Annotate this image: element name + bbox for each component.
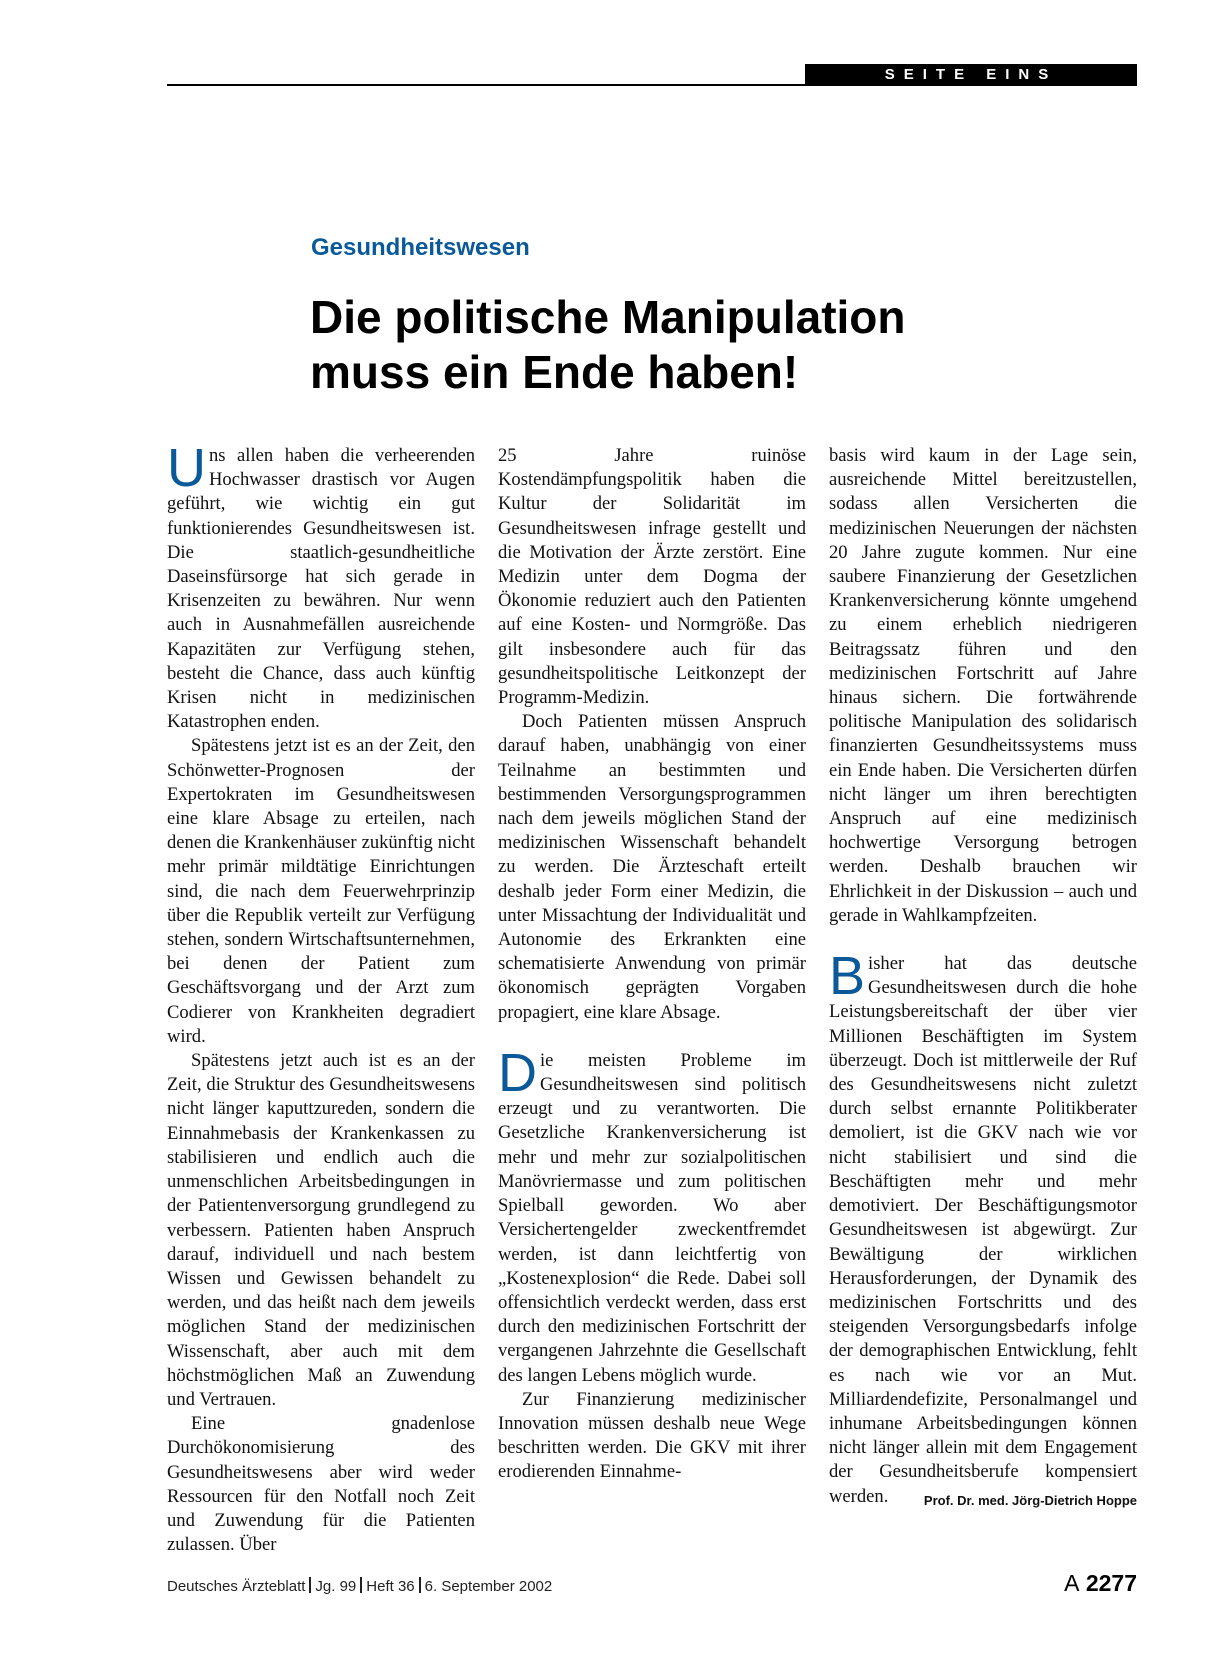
paragraph: basis wird kaum in der Lage sein, ausreichende Mittel bereitzustellen, sodass allen Versicherten die medizinischen Neuerungen der nächsten 20 Jahre zugute kommen. Nur eine saubere Finanzierung der Gesetzlichen Krankenversicherung könnte umgehend zu einem erheblich niedrigeren Beitragssatz führen und den medizinischen Fortschritt auf Jahre hinaus sichern. Die fortwährende politische Manipulation des solidarisch finanzierten Gesundheitssystems muss ein Ende haben. Die Versicherten dürfen nicht länger um ihren berechtigten Anspruch auf eine medizinisch hochwertige Versorgung betrogen werden. Deshalb brauchen wir Ehrlichkeit in der Diskussion – auch und gerade in Wahlkampfzeiten.: [829, 445, 1137, 926]
paragraph: Spätestens jetzt ist es an der Zeit, den Schönwetter-Prognosen der Expertokraten im Gesundheitswesen eine klare Absage zu erteilen, nach denen die Krankenhäuser zukünftig nicht mehr primär mildtätige Einrichtungen sind, die nach dem Feuerwehrprinzip über die Republik verteilt zur Verfügung stehen, sondern Wirtschaftsunternehmen, bei denen der Patient zum Geschäftsvorgang und der Arzt zum Codierer von Krankheiten degradiert wird.: [167, 735, 475, 1047]
footer-citation: [167, 1577, 552, 1595]
divider: [360, 1577, 362, 1593]
paragraph: Eine gnadenlose Durchökonomisierung des Gesundheitswesens aber wird weder Ressourcen für den Notfall noch Zeit und Zuwendung für die Patienten zulassen. Über: [167, 1413, 475, 1556]
journal-name: Deutsches Ärzteblatt: [167, 1578, 306, 1595]
page-prefix: A: [1064, 1570, 1080, 1596]
divider: [419, 1577, 421, 1593]
paragraph: Zur Finanzierung medizinischer Innovation müssen deshalb neue Wege beschritten werden. Die GKV mit ihrer erodierenden Einnahme-: [498, 1388, 806, 1483]
author-signature: Prof. Dr. med. Jörg-Dietrich Hoppe: [923, 1492, 1137, 1508]
drop-cap: U: [167, 438, 206, 498]
volume: Jg. 99: [315, 1578, 357, 1595]
date: 6. September 2002: [424, 1578, 553, 1595]
paragraph: [167, 438, 475, 734]
paragraph: Doch Patienten müssen Anspruch darauf haben, unabhängig von einer Teilnahme an bestimmten und bestimmenden Versorgungsprogrammen nach dem jeweils möglichen Stand der medizinischen Wissenschaft behandelt zu werden. Die Ärzteschaft erteilt deshalb jeder Form einer Medizin, die unter Missachtung der Individualität und Autonomie des Erkrankten eine schematisierte Anwendung von primär ökonomisch geprägten Vorgaben propagiert, eine klare Absage.: [498, 711, 806, 1023]
issue: Heft 36: [366, 1578, 415, 1595]
text-column-3: [829, 444, 1137, 1513]
drop-cap: D: [498, 1042, 537, 1103]
divider: [309, 1577, 311, 1593]
article-kicker: Gesundheitswesen: [311, 234, 530, 261]
drop-cap: B: [829, 946, 866, 1007]
paragraph: [829, 946, 1137, 1509]
text-column-2: [498, 444, 806, 1485]
headline-line-2: muss ein Ende haben!: [310, 346, 799, 398]
paragraph: [498, 1042, 806, 1388]
article-headline: [310, 290, 1070, 400]
text-column-1: [167, 438, 475, 1557]
page-number-value: 2277: [1085, 1570, 1137, 1596]
paragraph-text: ie meisten Probleme im Gesundheitswesen sind politisch erzeugt und zu verantworten. Die Gesetzliche Krankenversicherung ist mehr und mehr zur sozialpolitischen Manövriermasse und zum politischen Spielball geworden. Wo aber Versichertengelder zweckentfremdet werden, ist dann leichtfertig von „Kostenexplosion“ die Rede. Dabei soll offensichtlich verdeckt werden, dass erst durch den medizinischen Fortschritt der vergangenen Jahrzehnte die Gesellschaft des langen Lebens möglich wurde.: [498, 1049, 806, 1386]
paragraph: Spätestens jetzt auch ist es an der Zeit, die Struktur des Gesundheitswesens nicht länger kaputtzureden, sondern die Einnahmebasis der Krankenkassen zu stabilisieren und endlich auch die unmenschlichen Arbeitsbedingungen in der Patientenversorgung grundlegend zu verbessern. Patienten haben Anspruch darauf, individuell und nach bestem Wissen und Gewissen behandelt zu werden, und das heißt nach dem jeweils möglichen Stand der medizinischen Wissenschaft, aber auch mit dem höchstmöglichen Maß an Zuwendung und Vertrauen.: [167, 1050, 475, 1410]
paragraph-text: ns allen haben die verheerenden Hochwasser drastisch vor Augen geführt, wie wichtig ein gut funktionierendes Gesundheitswesen ist. Die staatlich-gesundheitliche Daseinsfürsorge hat sich gerade in Krisenzeiten zu bewähren. Nur wenn auch in Ausnahmefällen ausreichende Kapazitäten zur Verfügung stehen, besteht die Chance, dass auch künftig Krisen nicht in medizinischen Katastrophen enden.: [167, 445, 475, 733]
paragraph-text: isher hat das deutsche Gesundheitswesen durch die hohe Leistungsbereitschaft der über vier Millionen Beschäftigten im System überzeugt. Doch ist mittlerweile der Ruf des Gesundheitswesens nicht zuletzt durch selbst ernannte Politikberater demoliert, ist die GKV nach wie vor nicht stabilisiert und sind die Beschäftigten mehr und mehr demotiviert. Der Beschäftigungsmotor Gesundheitswesen ist abgewürgt. Zur Bewältigung der wirklichen Herausforderungen, der Dynamik des medizinischen Fortschritts und des steigenden Versorgungsbedarfs infolge der demographischen Entwicklung, fehlt es nach wie vor an Mut. Milliardendefizite, Personalmangel und inhumane Arbeitsbedingungen können nicht länger allein mit dem Engagement der Gesundheitsberufe kompensiert werden.: [829, 953, 1137, 1507]
paragraph: 25 Jahre ruinöse Kostendämpfungspolitik haben die Kultur der Solidarität im Gesundheitswesen infrage gestellt und die Motivation der Ärzte zerstört. Eine Medizin unter dem Dogma der Ökonomie reduziert auch den Patienten auf eine Kosten- und Normgröße. Das gilt insbesondere auch für das gesundheitspolitische Leitkonzept der Programm-Medizin.: [498, 445, 806, 709]
section-label: SEITE EINS: [805, 64, 1137, 86]
page-number: [1064, 1570, 1137, 1597]
headline-line-1: Die politische Manipulation: [310, 291, 906, 343]
